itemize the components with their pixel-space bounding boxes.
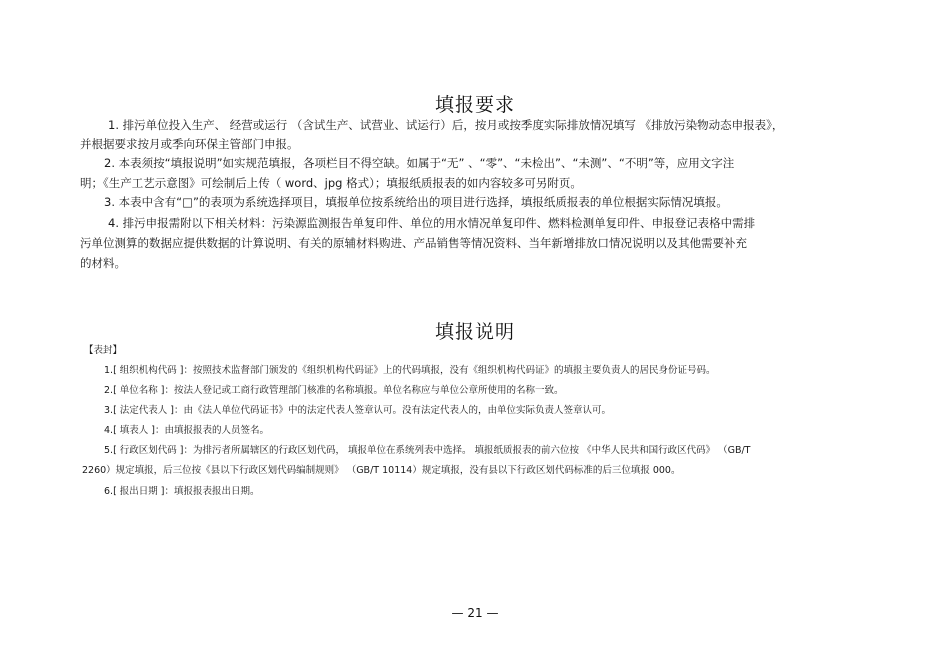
requirements-line-6: 4. 排污申报需附以下相关材料：污染源监测报告单复印件、单位的用水情况单复印件、燃料检测单复印件、申报登记表格中需排	[108, 216, 756, 230]
requirements-line-1: 1. 排污单位投入生产、 经营或运行 （含试生产、试营业、试运行）后，按月或按季度实际排放情况填写 《排放污染物动态申报表》，	[108, 118, 784, 132]
page-number: — 21 —	[451, 606, 499, 620]
instruction-line-7: 6.[ 报出日期 ]：填报报表报出日期。	[104, 486, 260, 497]
section-label: 【表封】	[84, 345, 123, 356]
requirements-line-4: 明；《生产工艺示意图》可绘制后上传（ word、jpg 格式）；填报纸质报表的如内容较多可另附页。	[80, 176, 582, 190]
requirements-line-8: 的材料。	[80, 256, 126, 270]
instruction-line-2: 2.[ 单位名称 ]：按法人登记或工商行政管理部门核准的名称填报。单位名称应与单位公章所使用的名称一致。	[104, 385, 564, 396]
instructions-title: 填报说明	[434, 321, 515, 343]
instruction-line-5: 5.[ 行政区划代码 ]：为排污者所属辖区的行政区划代码， 填报单位在系统列表中选择。 填报纸质报表的前六位按 《中华人民共和国行政区代码》 （GB/T	[104, 445, 751, 456]
requirements-line-2: 并根据要求按月或季向环保主管部门申报。	[80, 137, 299, 151]
instruction-line-6: 2260）规定填报，后三位按《县以下行政区划代码编制规则》 （GB/T 10114）规定填报，没有县以下行政区划代码标准的后三位填报 000。	[82, 465, 681, 476]
requirements-line-5: 3. 本表中含有“□”的表项为系统选择项目，填报单位按系统给出的项目进行选择，填报纸质报表的单位根据实际情况填报。	[104, 195, 728, 209]
instruction-line-3: 3.[ 法定代表人 ]：由《法人单位代码证书》中的法定代表人签章认可。没有法定代表人的，由单位实际负责人签章认可。	[104, 405, 612, 416]
requirements-line-7: 污单位测算的数据应提供数据的计算说明、有关的原辅材料购进、产品销售等情况资料、当年新增排放口情况说明以及其他需要补充	[80, 236, 747, 250]
requirements-title: 填报要求	[434, 94, 515, 116]
instruction-line-4: 4.[ 填表人 ]：由填报报表的人员签名。	[104, 425, 270, 436]
instruction-line-1: 1.[ 组织机构代码 ]：按照技术监督部门颁发的《组织机构代码证》上的代码填报，没有《组织机构代码证》的填报主要负责人的居民身份证号码。	[104, 365, 716, 376]
requirements-line-3: 2. 本表须按“填报说明”如实规范填报，各项栏目不得空缺。如属于“无” 、“零”、“未检出”、“未测”、“不明”等，应用文字注	[104, 156, 735, 170]
